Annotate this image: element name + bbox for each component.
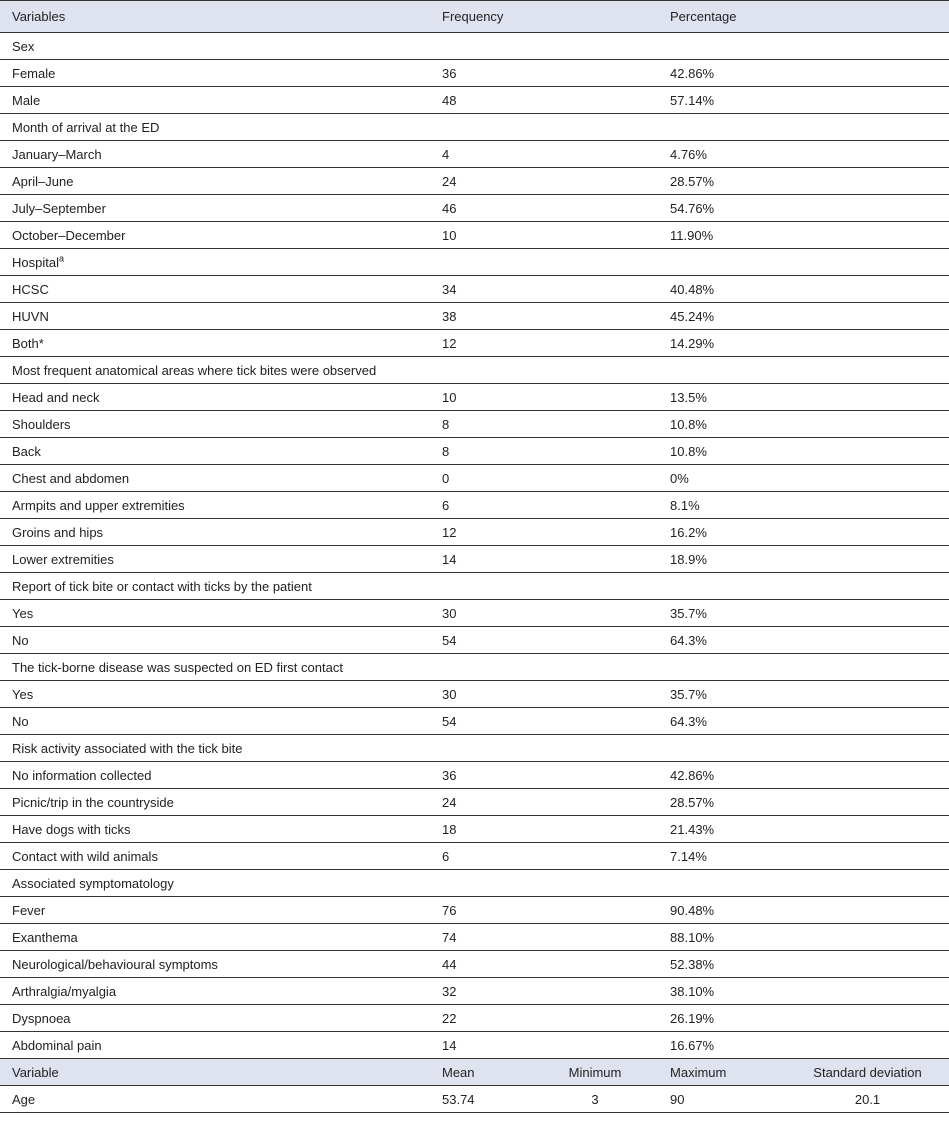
stats-mean: 53.74	[430, 1086, 532, 1113]
row-label: October–December	[0, 222, 430, 249]
row-frequency: 6	[430, 492, 658, 519]
section-title-text: Month of arrival at the ED	[12, 119, 160, 135]
row-label: HCSC	[0, 276, 430, 303]
row-frequency: 48	[430, 87, 658, 114]
header-percentage: Percentage	[658, 1, 949, 33]
row-label: Neurological/behavioural symptoms	[0, 951, 430, 978]
section-title-row	[0, 114, 949, 141]
row-percentage: 28.57%	[658, 789, 949, 816]
section-title-text: The tick-borne disease was suspected on ED first contact	[12, 659, 343, 675]
section-title	[0, 114, 949, 141]
row-frequency: 14	[430, 1032, 658, 1059]
row-label: Yes	[0, 600, 430, 627]
table-row	[0, 411, 949, 438]
row-frequency: 12	[430, 519, 658, 546]
table-row	[0, 519, 949, 546]
table-row	[0, 168, 949, 195]
section-title	[0, 870, 949, 897]
row-label: Back	[0, 438, 430, 465]
table-row	[0, 195, 949, 222]
section-title-text: Hospital	[12, 254, 59, 270]
stats-header-maximum: Maximum	[658, 1059, 786, 1086]
row-frequency: 44	[430, 951, 658, 978]
row-label: Exanthema	[0, 924, 430, 951]
section-title	[0, 573, 949, 600]
table-row	[0, 1005, 949, 1032]
row-percentage: 88.10%	[658, 924, 949, 951]
table-row	[0, 438, 949, 465]
row-label: Fever	[0, 897, 430, 924]
stats-header-row	[0, 1059, 949, 1086]
section-title	[0, 654, 949, 681]
row-frequency: 12	[430, 330, 658, 357]
section-title-row	[0, 33, 949, 60]
row-label: July–September	[0, 195, 430, 222]
row-label: Chest and abdomen	[0, 465, 430, 492]
section-title-row	[0, 249, 949, 276]
row-frequency: 22	[430, 1005, 658, 1032]
row-percentage: 10.8%	[658, 438, 949, 465]
table-row	[0, 222, 949, 249]
row-percentage: 26.19%	[658, 1005, 949, 1032]
table-row	[0, 789, 949, 816]
table-header-row	[0, 1, 949, 33]
row-percentage: 8.1%	[658, 492, 949, 519]
section-title-row	[0, 870, 949, 897]
stats-header-variable: Variable	[0, 1059, 430, 1086]
table-row	[0, 627, 949, 654]
row-frequency: 4	[430, 141, 658, 168]
row-label: April–June	[0, 168, 430, 195]
row-percentage: 21.43%	[658, 816, 949, 843]
row-percentage: 35.7%	[658, 681, 949, 708]
section-title-text: Risk activity associated with the tick bite	[12, 740, 243, 756]
row-percentage: 64.3%	[658, 708, 949, 735]
table-row	[0, 60, 949, 87]
row-frequency: 0	[430, 465, 658, 492]
section-title-text: Most frequent anatomical areas where tick bites were observed	[12, 362, 377, 378]
row-label: HUVN	[0, 303, 430, 330]
row-label: No	[0, 627, 430, 654]
table-row	[0, 141, 949, 168]
row-label: Lower extremities	[0, 546, 430, 573]
stats-minimum: 3	[532, 1086, 658, 1113]
row-percentage: 90.48%	[658, 897, 949, 924]
row-frequency: 14	[430, 546, 658, 573]
row-frequency: 36	[430, 60, 658, 87]
row-label: Both*	[0, 330, 430, 357]
header-frequency: Frequency	[430, 1, 658, 33]
row-label: Arthralgia/myalgia	[0, 978, 430, 1005]
row-label: Armpits and upper extremities	[0, 492, 430, 519]
row-frequency: 76	[430, 897, 658, 924]
row-label: Female	[0, 60, 430, 87]
stats-header-minimum: Minimum	[532, 1059, 658, 1086]
section-title-row	[0, 735, 949, 762]
stats-variable: Age	[0, 1086, 430, 1113]
row-percentage: 28.57%	[658, 168, 949, 195]
section-title	[0, 33, 949, 60]
header-variables: Variables	[0, 1, 430, 33]
table-row	[0, 465, 949, 492]
row-percentage: 35.7%	[658, 600, 949, 627]
row-frequency: 24	[430, 168, 658, 195]
row-label: January–March	[0, 141, 430, 168]
row-frequency: 10	[430, 222, 658, 249]
stats-maximum: 90	[658, 1086, 786, 1113]
row-label: Have dogs with ticks	[0, 816, 430, 843]
table-row	[0, 546, 949, 573]
stats-row-age	[0, 1086, 949, 1113]
row-percentage: 18.9%	[658, 546, 949, 573]
section-title-row	[0, 357, 949, 384]
row-percentage: 38.10%	[658, 978, 949, 1005]
row-percentage: 14.29%	[658, 330, 949, 357]
row-percentage: 54.76%	[658, 195, 949, 222]
row-percentage: 4.76%	[658, 141, 949, 168]
table-row	[0, 1032, 949, 1059]
table-row	[0, 303, 949, 330]
table-row	[0, 708, 949, 735]
row-percentage: 40.48%	[658, 276, 949, 303]
row-frequency: 8	[430, 438, 658, 465]
table-row	[0, 330, 949, 357]
row-frequency: 18	[430, 816, 658, 843]
row-percentage: 11.90%	[658, 222, 949, 249]
section-title-text: Associated symptomatology	[12, 875, 174, 891]
row-percentage: 0%	[658, 465, 949, 492]
row-frequency: 24	[430, 789, 658, 816]
row-label: No information collected	[0, 762, 430, 789]
row-frequency: 6	[430, 843, 658, 870]
stats-header-sd: Standard deviation	[786, 1059, 949, 1086]
row-frequency: 10	[430, 384, 658, 411]
table-row	[0, 843, 949, 870]
table-row	[0, 492, 949, 519]
row-percentage: 52.38%	[658, 951, 949, 978]
section-title	[0, 735, 949, 762]
row-label: Abdominal pain	[0, 1032, 430, 1059]
section-title-text: Sex	[12, 38, 35, 54]
row-percentage: 7.14%	[658, 843, 949, 870]
row-percentage: 45.24%	[658, 303, 949, 330]
row-frequency: 30	[430, 600, 658, 627]
table-row	[0, 762, 949, 789]
row-frequency: 54	[430, 627, 658, 654]
row-percentage: 64.3%	[658, 627, 949, 654]
row-label: Dyspnoea	[0, 1005, 430, 1032]
table-row	[0, 978, 949, 1005]
row-percentage: 16.67%	[658, 1032, 949, 1059]
table-row	[0, 924, 949, 951]
row-label: Shoulders	[0, 411, 430, 438]
row-label: Contact with wild animals	[0, 843, 430, 870]
stats-header-mean: Mean	[430, 1059, 532, 1086]
row-label: No	[0, 708, 430, 735]
section-title	[0, 357, 949, 384]
row-percentage: 10.8%	[658, 411, 949, 438]
row-label: Head and neck	[0, 384, 430, 411]
row-frequency: 54	[430, 708, 658, 735]
row-frequency: 30	[430, 681, 658, 708]
table-row	[0, 384, 949, 411]
row-frequency: 8	[430, 411, 658, 438]
footnote-marker: a	[58, 253, 64, 264]
row-percentage: 13.5%	[658, 384, 949, 411]
table-row	[0, 816, 949, 843]
row-label: Yes	[0, 681, 430, 708]
section-title-text: Report of tick bite or contact with ticks by the patient	[12, 578, 312, 594]
stats-sd: 20.1	[786, 1086, 949, 1113]
row-frequency: 34	[430, 276, 658, 303]
row-percentage: 16.2%	[658, 519, 949, 546]
table-row	[0, 951, 949, 978]
row-label: Picnic/trip in the countryside	[0, 789, 430, 816]
row-frequency: 36	[430, 762, 658, 789]
section-title-row	[0, 654, 949, 681]
row-frequency: 74	[430, 924, 658, 951]
row-frequency: 46	[430, 195, 658, 222]
section-title-row	[0, 573, 949, 600]
row-percentage: 42.86%	[658, 762, 949, 789]
row-frequency: 38	[430, 303, 658, 330]
table-row	[0, 87, 949, 114]
table-row	[0, 276, 949, 303]
row-percentage: 42.86%	[658, 60, 949, 87]
row-label: Male	[0, 87, 430, 114]
row-label: Groins and hips	[0, 519, 430, 546]
row-percentage: 57.14%	[658, 87, 949, 114]
section-title	[0, 249, 949, 276]
row-frequency: 32	[430, 978, 658, 1005]
table-row	[0, 897, 949, 924]
table-row	[0, 600, 949, 627]
table-row	[0, 681, 949, 708]
